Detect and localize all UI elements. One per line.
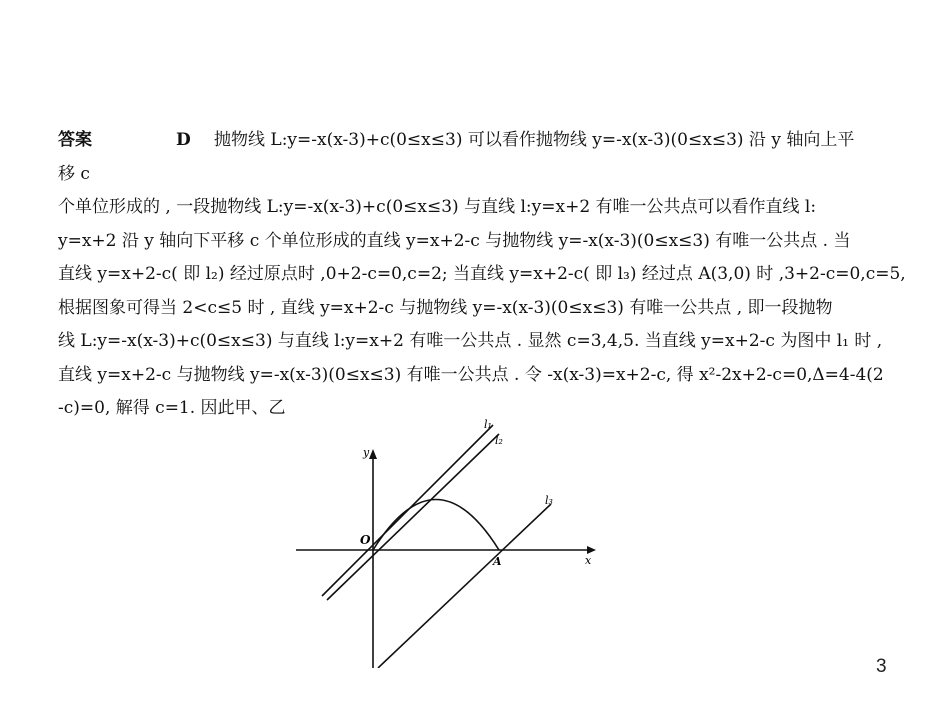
graph-figure xyxy=(296,414,596,668)
line-l1 xyxy=(322,425,493,596)
text-line-7: 线 L:y=-x(x-3)+c(0≤x≤3) 与直线 l:y=x+2 有唯一公共点 . 显然 c=3,4,5. 当直线 y=x+2-c 为图中 l₁ 时 , xyxy=(58,331,883,351)
parabola-curve xyxy=(373,500,499,551)
l2-label: l₂ xyxy=(495,434,503,447)
page-number: 3 xyxy=(876,656,887,677)
text-line-5: 直线 y=x+2-c( 即 l₂) 经过原点时 ,0+2-c=0,c=2; 当直线 y=x+2-c( 即 l₃) 经过点 A(3,0) 时 ,3+2-c=0,c=5, xyxy=(58,264,906,284)
graph-svg xyxy=(296,414,596,668)
text-line-2: 移 c xyxy=(58,163,90,184)
explanation-line: 抛物线 L:y=-x(x-3)+c(0≤x≤3) 可以看作抛物线 y=-x(x-3)(0≤x≤3) 沿 y 轴向上平 xyxy=(214,130,855,150)
text-line-8: 直线 y=x+2-c 与抛物线 y=-x(x-3)(0≤x≤3) 有唯一公共点 . 令 -x(x-3)=x+2-c, 得 x²-2x+2-c=0,Δ=4-4(2 xyxy=(58,364,884,385)
l1-label: l₁ xyxy=(484,418,492,431)
text-line-3: 个单位形成的 , 一段抛物线 L:y=-x(x-3)+c(0≤x≤3) 与直线 l:y=x+2 有唯一公共点可以看作直线 l: xyxy=(58,197,817,217)
text-line-6: 根据图象可得当 2<c≤5 时 , 直线 y=x+2-c 与抛物线 y=-x(x-3)(0≤x≤3) 有唯一公共点 , 即一段抛物 xyxy=(58,297,833,318)
l3-label: l₃ xyxy=(545,494,553,507)
text-line-1 xyxy=(58,124,900,158)
text-line-9: -c)=0, 解得 c=1. 因此甲、乙 xyxy=(58,398,286,418)
x-axis-arrow xyxy=(587,546,596,554)
line-l3 xyxy=(378,504,551,668)
point-a-label: A xyxy=(493,555,502,568)
x-axis-label: x xyxy=(585,554,592,567)
answer-label: 答案 xyxy=(58,130,92,150)
answer-choice: D xyxy=(176,130,191,150)
origin-label: O xyxy=(360,533,371,547)
y-axis-label: y xyxy=(363,446,370,459)
y-axis-arrow xyxy=(369,449,377,459)
answer-text-block xyxy=(58,124,906,426)
text-line-4: y=x+2 沿 y 轴向下平移 c 个单位形成的直线 y=x+2-c 与抛物线 y=-x(x-3)(0≤x≤3) 有唯一公共点 . 当 xyxy=(58,230,851,251)
